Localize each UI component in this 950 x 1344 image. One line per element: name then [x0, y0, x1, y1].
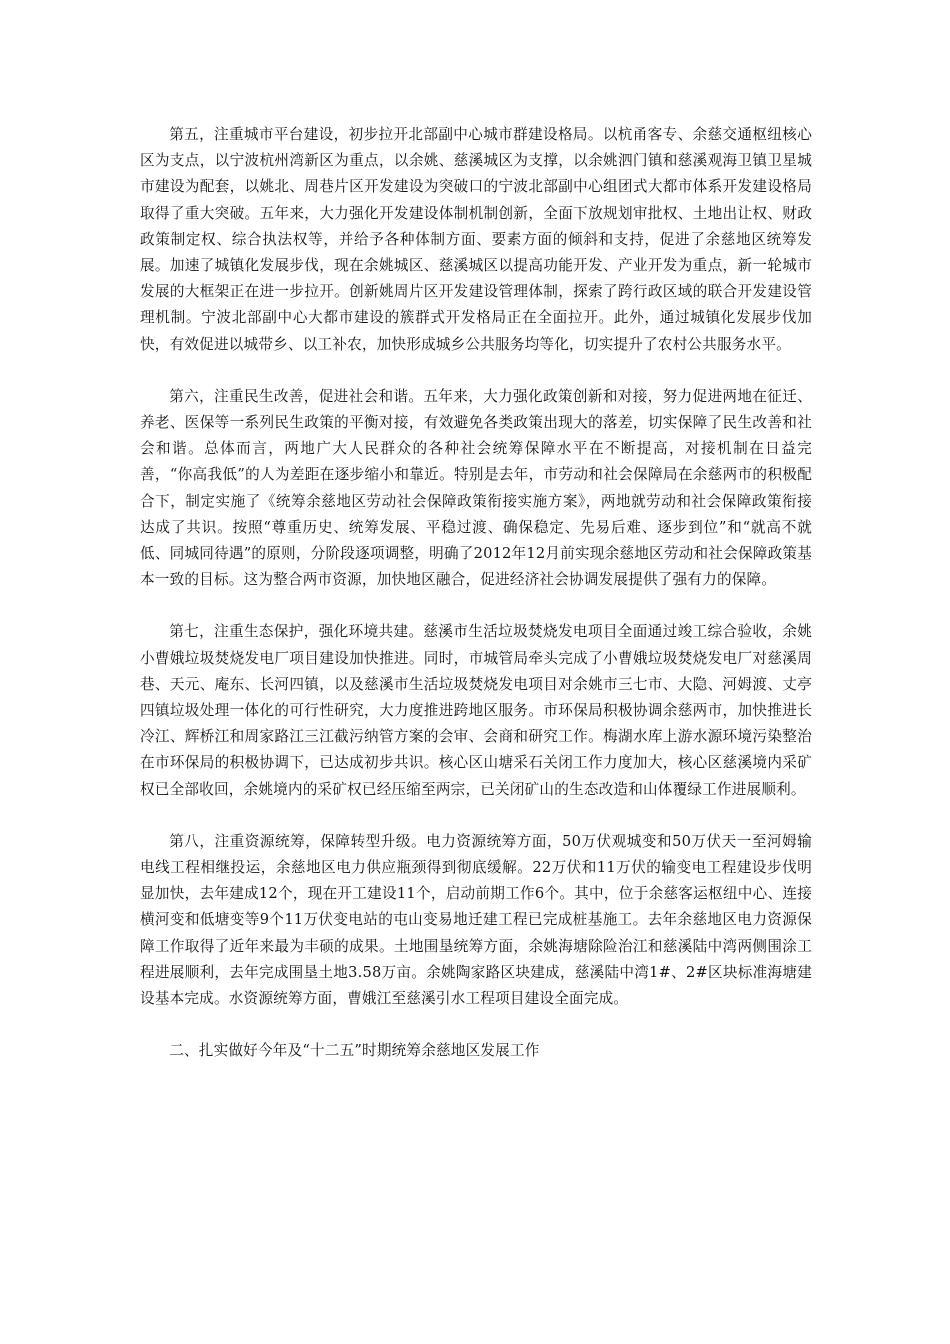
paragraph-seventh-ecology: 第七，注重生态保护，强化环境共建。慈溪市生活垃圾焚烧发电项目全面通过竣工综合验收，余姚小曹娥垃圾焚烧发电厂项目建设加快推进。同时，市城管局牵头完成了小曹娥垃圾焚烧发电厂对慈溪周巷、天元、庵东、长河四镇，以及慈溪市生活垃圾焚烧发电项目对余姚市三七市、大隐、河姆渡、丈亭四镇垃圾处理一体化的可行性研究，大力度推进跨地区服务。市环保局积极协调余慈两市，加快推进长冷江、辉桥江和周家路江三江截污纳管方案的会审、会商和研究工作。梅湖水库上游水源环境污染整治在市环保局的积极协调下，已达成初步共识。核心区山塘采石关闭工作力度加大，核心区慈溪境内采矿权已全部收回，余姚境内的采矿权已经压缩至两宗，已关闭矿山的生态改造和山体覆绿工作进展顺利。 [140, 623, 812, 798]
paragraph-fifth-urban-platform: 第五，注重城市平台建设，初步拉开北部副中心城市群建设格局。以杭甬客专、余慈交通枢纽核心区为支点，以宁波杭州湾新区为重点，以余姚、慈溪城区为支撑，以余姚泗门镇和慈溪观海卫镇卫星城市建设为配套，以姚北、周巷片区开发建设为突破口的宁波北部副中心组团式大都市体系开发建设格局取得了重大突破。五年来，大力强化开发建设体制机制创新，全面下放规划审批权、土地出让权、财政政策制定权、综合执法权等，并给予各种体制方面、要素方面的倾斜和支持，促进了余慈地区统筹发展。加速了城镇化发展步伐，现在余姚城区、慈溪城区以提高功能开发、产业开发为重点，新一轮城市发展的大框架正在进一步拉开。创新姚周片区开发建设管理体制，探索了跨行政区域的联合开发建设管理机制。宁波北部副中心大都市建设的簇群式开发格局正在全面拉开。此外，通过城镇化发展步伐加快，有效促进以城带乡、以工补农，加快形成城乡公共服务均等化，切实提升了农村公共服务水平。 [140, 126, 812, 353]
paragraph-eighth-resources: 第八，注重资源统筹，保障转型升级。电力资源统筹方面，50万伏观城变和50万伏天一至河姆输电线工程相继投运，余慈地区电力供应瓶颈得到彻底缓解。22万伏和11万伏的输变电工程建设步伐明显加快，去年建成12个，现在开工建设11个，启动前期工作6个。其中，位于余慈客运枢纽中心、连接横河变和低塘变等9个11万伏变电站的屯山变易地迁建工程已完成桩基施工。去年余慈地区电力资源保障工作取得了近年来最为丰硕的成果。土地围垦统筹方面，余姚海塘除险治江和慈溪陆中湾两侧围涂工程进展顺利，去年完成围垦土地3.58万亩。余姚陶家路区块建成，慈溪陆中湾1#、2#区块标准海塘建设基本完成。水资源统筹方面，曹娥江至慈溪引水工程项目建设全面完成。 [140, 832, 812, 1008]
section-heading: 二、扎实做好今年及“十二五”时期统筹余慈地区发展工作 [169, 1042, 540, 1060]
paragraph-sixth-livelihood: 第六，注重民生改善，促进社会和谐。五年来，大力强化政策创新和对接，努力促进两地在征迁、养老、医保等一系列民生政策的平衡对接，有效避免各类政策出现大的落差，切实保障了民生改善和社会和谐。总体而言，两地广大人民群众的各种社会统筹保障水平在不断提高，对接机制在日益完善，“你高我低”的人为差距在逐步缩小和靠近。特别是去年，市劳动和社会保障局在余慈两市的积极配合下，制定实施了《统筹余慈地区劳动社会保障政策衔接实施方案》，两地就劳动和社会保障政策衔接达成了共识。按照“尊重历史、统筹发展、平稳过渡、确保稳定、先易后难、逐步到位”和“就高不就低、同城同待遇”的原则，分阶段逐项调整，明确了2012年12月前实现余慈地区劳动和社会保障政策基本一致的目标。这为整合两市资源，加快地区融合，促进经济社会协调发展提供了强有力的保障。 [140, 387, 812, 589]
document-body [140, 122, 812, 1065]
